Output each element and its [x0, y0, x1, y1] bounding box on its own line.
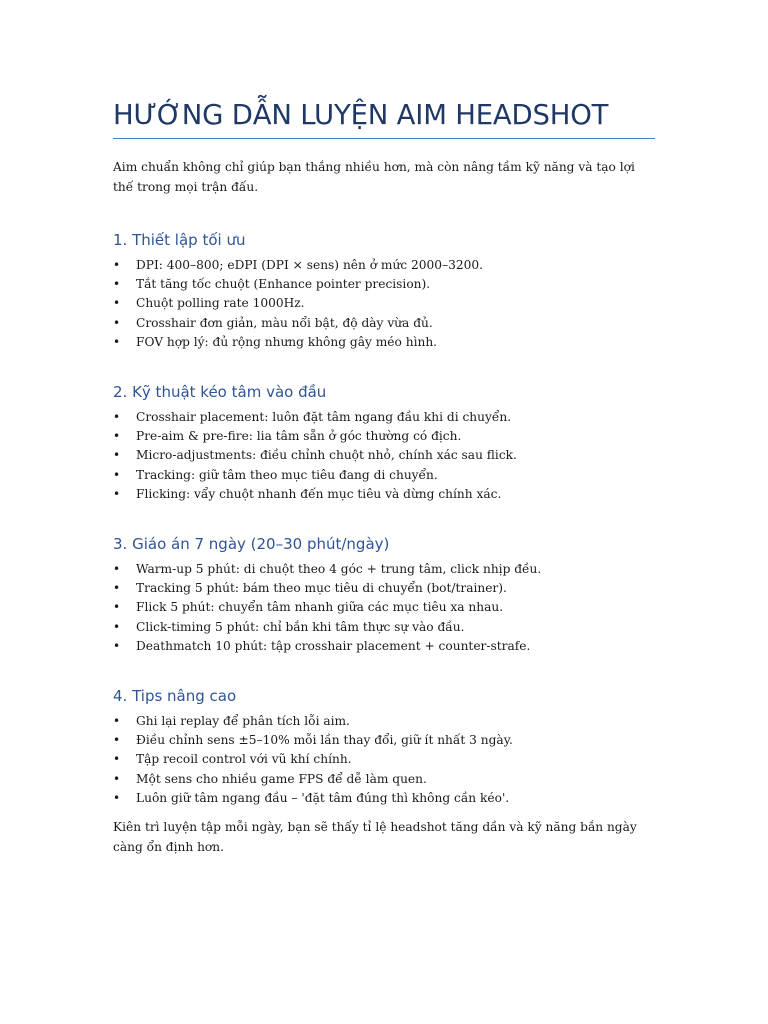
- bullet-list: [113, 560, 655, 656]
- list-item-text: Crosshair đơn giản, màu nổi bật, độ dày vừa đủ.: [136, 315, 433, 330]
- list-item: [113, 770, 655, 789]
- list-item-text: Tắt tăng tốc chuột (Enhance pointer precision).: [136, 277, 431, 292]
- bullet-icon: •: [113, 790, 121, 805]
- list-item-text: DPI: 400–800; eDPI (DPI × sens) nên ở mức 2000–3200.: [136, 258, 484, 272]
- list-item: [113, 712, 655, 731]
- closing-paragraph: Kiên trì luyện tập mỗi ngày, bạn sẽ thấy tỉ lệ headshot tăng dần và kỹ năng bắn ngày càng ổn định hơn.: [113, 820, 637, 854]
- bullet-list: [113, 712, 655, 808]
- list-item-text: Deathmatch 10 phút: tập crosshair placement + counter-strafe.: [136, 638, 531, 653]
- bullet-icon: •: [113, 277, 121, 292]
- list-item-text: Điều chỉnh sens ±5–10% mỗi lần thay đổi, giữ ít nhất 3 ngày.: [136, 733, 513, 748]
- list-item: [113, 598, 655, 617]
- list-item-text: Pre-aim & pre-fire: lia tâm sẵn ở góc thường có địch.: [136, 429, 462, 444]
- bullet-list: [113, 256, 655, 352]
- bullet-icon: •: [113, 410, 121, 424]
- section-7-day-plan: [113, 534, 655, 656]
- bullet-icon: •: [113, 467, 121, 482]
- list-item-text: Tracking: giữ tâm theo mục tiêu đang di chuyển.: [136, 467, 438, 482]
- bullet-icon: •: [113, 619, 121, 634]
- list-item: [113, 446, 655, 465]
- section-technique: [113, 382, 655, 504]
- bullet-icon: •: [113, 581, 121, 596]
- bullet-icon: •: [113, 296, 121, 311]
- document-title: HƯỚNG DẪN LUYỆN AIM HEADSHOT: [113, 99, 609, 131]
- list-item-text: Flicking: vẩy chuột nhanh đến mục tiêu và dừng chính xác.: [136, 486, 502, 501]
- list-item: [113, 314, 655, 333]
- section-setup: [113, 230, 655, 352]
- section-heading: 3. Giáo án 7 ngày (20–30 phút/ngày): [113, 535, 390, 553]
- list-item: [113, 579, 655, 598]
- list-item-text: Flick 5 phút: chuyển tâm nhanh giữa các mục tiêu xa nhau.: [136, 600, 504, 615]
- bullet-icon: •: [113, 429, 121, 444]
- list-item: [113, 731, 655, 750]
- list-item: [113, 427, 655, 446]
- bullet-icon: •: [113, 714, 121, 728]
- list-item: [113, 618, 655, 637]
- title-underline: [113, 138, 655, 139]
- list-item-text: Tracking 5 phút: bám theo mục tiêu di chuyển (bot/trainer).: [136, 581, 507, 596]
- section-heading: 4. Tips nâng cao: [113, 687, 237, 705]
- list-item-text: Crosshair placement: luôn đặt tâm ngang đầu khi di chuyển.: [136, 410, 512, 424]
- bullet-icon: •: [113, 258, 121, 272]
- list-item: [113, 560, 655, 579]
- list-item-text: Một sens cho nhiều game FPS để dễ làm quen.: [136, 771, 427, 786]
- list-item: [113, 256, 655, 275]
- section-heading: 2. Kỹ thuật kéo tâm vào đầu: [113, 383, 327, 401]
- bullet-icon: •: [113, 486, 121, 501]
- list-item-text: Tập recoil control với vũ khí chính.: [136, 752, 352, 767]
- list-item: [113, 485, 655, 504]
- bullet-icon: •: [113, 638, 121, 653]
- list-item-text: Click-timing 5 phút: chỉ bắn khi tâm thực sự vào đầu.: [136, 619, 465, 634]
- list-item: [113, 637, 655, 656]
- bullet-icon: •: [113, 733, 121, 748]
- section-heading: 1. Thiết lập tối ưu: [113, 231, 246, 249]
- bullet-icon: •: [113, 562, 121, 576]
- list-item-text: Chuột polling rate 1000Hz.: [136, 296, 305, 311]
- bullet-icon: •: [113, 600, 121, 615]
- section-advanced-tips: [113, 686, 655, 808]
- list-item: [113, 294, 655, 313]
- bullet-list: [113, 408, 655, 504]
- list-item-text: Micro-adjustments: điều chỉnh chuột nhỏ, chính xác sau flick.: [136, 448, 517, 463]
- intro-paragraph: Aim chuẩn không chỉ giúp bạn thắng nhiều hơn, mà còn nâng tầm kỹ năng và tạo lợi thế trong mọi trận đấu.: [113, 160, 635, 194]
- list-item-text: Ghi lại replay để phân tích lỗi aim.: [136, 714, 350, 728]
- bullet-icon: •: [113, 334, 121, 349]
- bullet-icon: •: [113, 752, 121, 767]
- list-item-text: Warm-up 5 phút: di chuột theo 4 góc + trung tâm, click nhịp đều.: [136, 562, 542, 576]
- bullet-icon: •: [113, 448, 121, 463]
- list-item: [113, 333, 655, 352]
- list-item: [113, 750, 655, 769]
- list-item: [113, 789, 655, 808]
- list-item: [113, 275, 655, 294]
- list-item: [113, 408, 655, 427]
- bullet-icon: •: [113, 315, 121, 330]
- bullet-icon: •: [113, 771, 121, 786]
- list-item: [113, 466, 655, 485]
- list-item-text: Luôn giữ tâm ngang đầu – 'đặt tâm đúng thì không cần kéo'.: [136, 790, 510, 805]
- list-item-text: FOV hợp lý: đủ rộng nhưng không gây méo hình.: [136, 334, 438, 349]
